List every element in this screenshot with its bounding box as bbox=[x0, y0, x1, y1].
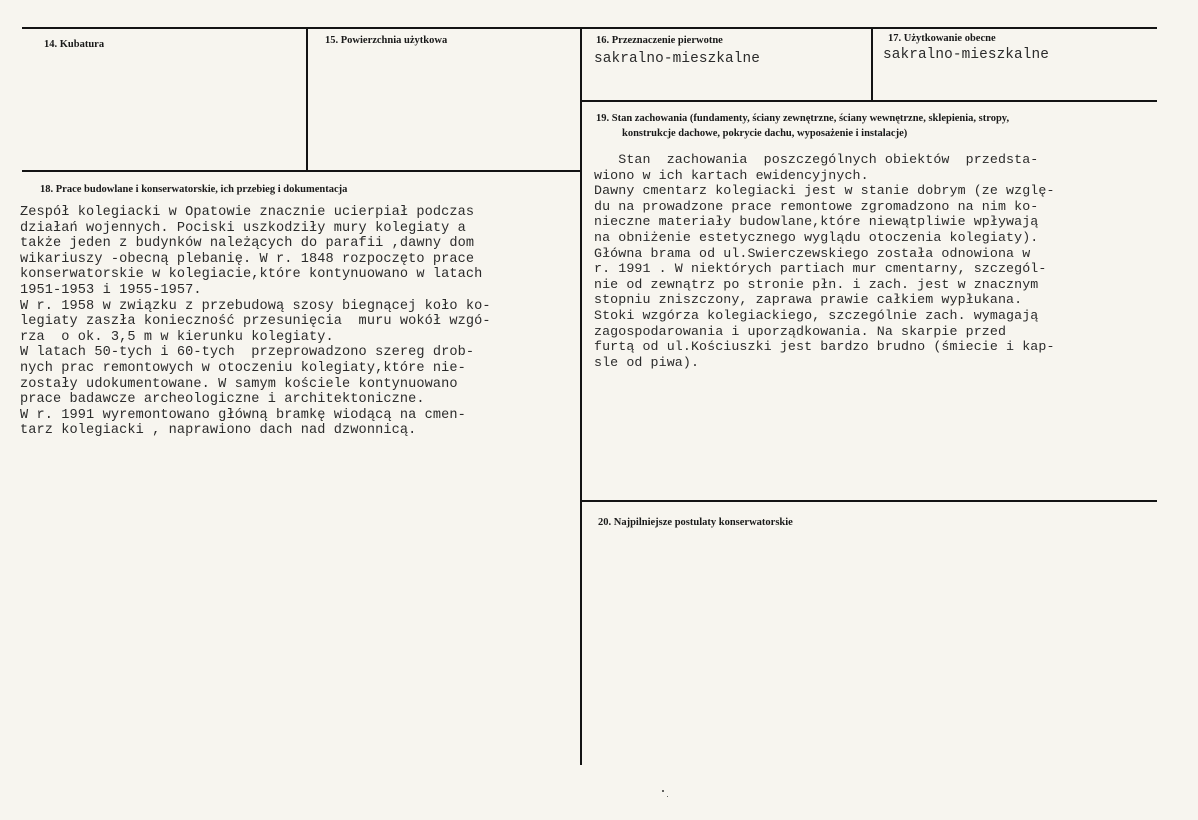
field-19-label-line1: 19. Stan zachowania (fundamenty, ściany zewnętrzne, ściany wewnętrzne, sklepienia, stropy, bbox=[596, 113, 1010, 124]
typed-line: Stoki wzgórza kolegiackiego, szczególnie zach. wymagają bbox=[594, 307, 1039, 323]
typed-line: także jeden z budynków należących do parafii ,dawny dom bbox=[20, 236, 475, 252]
typed-line: W latach 50-tych i 60-tych przeprowadzono szereg drob- bbox=[20, 345, 475, 361]
scan-speck bbox=[662, 790, 664, 792]
typed-line: konserwatorskie w kolegiacie,które kontynuowano w latach bbox=[20, 267, 483, 283]
typed-line: nieczne materiały budowlane,które niewątpliwie wpływają bbox=[594, 214, 1039, 230]
typed-line: tarz kolegiacki , naprawiono dach nad dzwonnicą. bbox=[20, 423, 417, 439]
typed-line: nie od zewnątrz po stronie płn. i zach. jest w znacznym bbox=[594, 276, 1039, 292]
field-19-label-line2: konstrukcje dachowe, pokrycie dachu, wyposażenie i instalacje) bbox=[622, 128, 908, 139]
rule-under-16-17 bbox=[582, 100, 1157, 102]
typed-line: zagospodarowania i uporządkowania. Na skarpie przed bbox=[594, 323, 1007, 339]
typed-line: na obniżenie estetycznego wyglądu otoczenia kolegiaty). bbox=[594, 229, 1039, 245]
typed-line: W r. 1958 w związku z przebudową szosy biegnącej koło ko- bbox=[20, 298, 491, 314]
scan-speck bbox=[667, 796, 668, 797]
typed-line: r. 1991 . W niektórych partiach mur cmentarny, szczegól- bbox=[594, 261, 1047, 277]
typed-line: Dawny cmentarz kolegiacki jest w stanie dobrym (ze wzglę- bbox=[594, 183, 1055, 199]
field-20-label: 20. Najpilniejsze postulaty konserwatorskie bbox=[598, 517, 793, 528]
typed-line: furtą od ul.Kościuszki jest bardzo brudno (śmiecie i kap- bbox=[594, 339, 1055, 355]
rule-top bbox=[22, 27, 1157, 29]
typed-line: W r. 1991 wyremontowano główną bramkę wiodącą na cmen- bbox=[20, 407, 466, 423]
typed-line: prace badawcze archeologiczne i architektoniczne. bbox=[20, 392, 425, 408]
field-15-label: 15. Powierzchnia użytkowa bbox=[325, 35, 448, 46]
typed-line: stopniu zniszczony, zaprawa prawie całkiem wypłukana. bbox=[594, 292, 1023, 308]
typed-line: działań wojennych. Pociski uszkodziły mury kolegiaty a bbox=[20, 220, 466, 236]
field-16-label: 16. Przeznaczenie pierwotne bbox=[596, 35, 723, 46]
typed-line: Stan zachowania poszczególnych obiektów przedsta- bbox=[594, 152, 1039, 167]
field-18-label: 18. Prace budowlane i konserwatorskie, ich przebieg i dokumentacja bbox=[40, 184, 348, 195]
typed-line: wikariuszy -obecną plebanię. W r. 1848 rozpoczęto prace bbox=[20, 251, 475, 267]
rule-v-14-15 bbox=[306, 27, 308, 171]
typed-line: sle od piwa). bbox=[594, 354, 700, 370]
typed-line: du na prowadzone prace remontowe zgromadzono na nim ko- bbox=[594, 198, 1039, 214]
field-17-label: 17. Użytkowanie obecne bbox=[888, 33, 996, 44]
field-14-label: 14. Kubatura bbox=[44, 39, 105, 50]
field-16-value: sakralno-mieszkalne bbox=[594, 51, 760, 67]
field-17-value: sakralno-mieszkalne bbox=[883, 47, 1049, 63]
typed-line: Zespół kolegiacki w Opatowie znacznie ucierpiał podczas bbox=[20, 205, 475, 220]
rule-under-19 bbox=[582, 500, 1157, 502]
field-18-text bbox=[20, 205, 491, 439]
rule-mid-left bbox=[22, 170, 582, 172]
rule-v-16-17 bbox=[871, 27, 873, 101]
typed-line: rza o ok. 3,5 m w kierunku kolegiaty. bbox=[20, 329, 334, 345]
rule-v-center bbox=[580, 27, 582, 765]
typed-line: wiono w ich kartach ewidencyjnych. bbox=[594, 167, 869, 183]
typed-line: nych prac remontowych w otoczeniu kolegiaty,które nie- bbox=[20, 360, 466, 376]
field-19-text bbox=[594, 152, 1055, 370]
typed-line: 1951-1953 i 1955-1957. bbox=[20, 282, 202, 298]
typed-line: Główna brama od ul.Swierczewskiego została odnowiona w bbox=[594, 245, 1031, 261]
typed-line: legiaty zaszła konieczność przesunięcia muru wokół wzgó- bbox=[20, 314, 491, 330]
typed-line: zostały udokumentowane. W samym kościele kontynuowano bbox=[20, 376, 458, 392]
